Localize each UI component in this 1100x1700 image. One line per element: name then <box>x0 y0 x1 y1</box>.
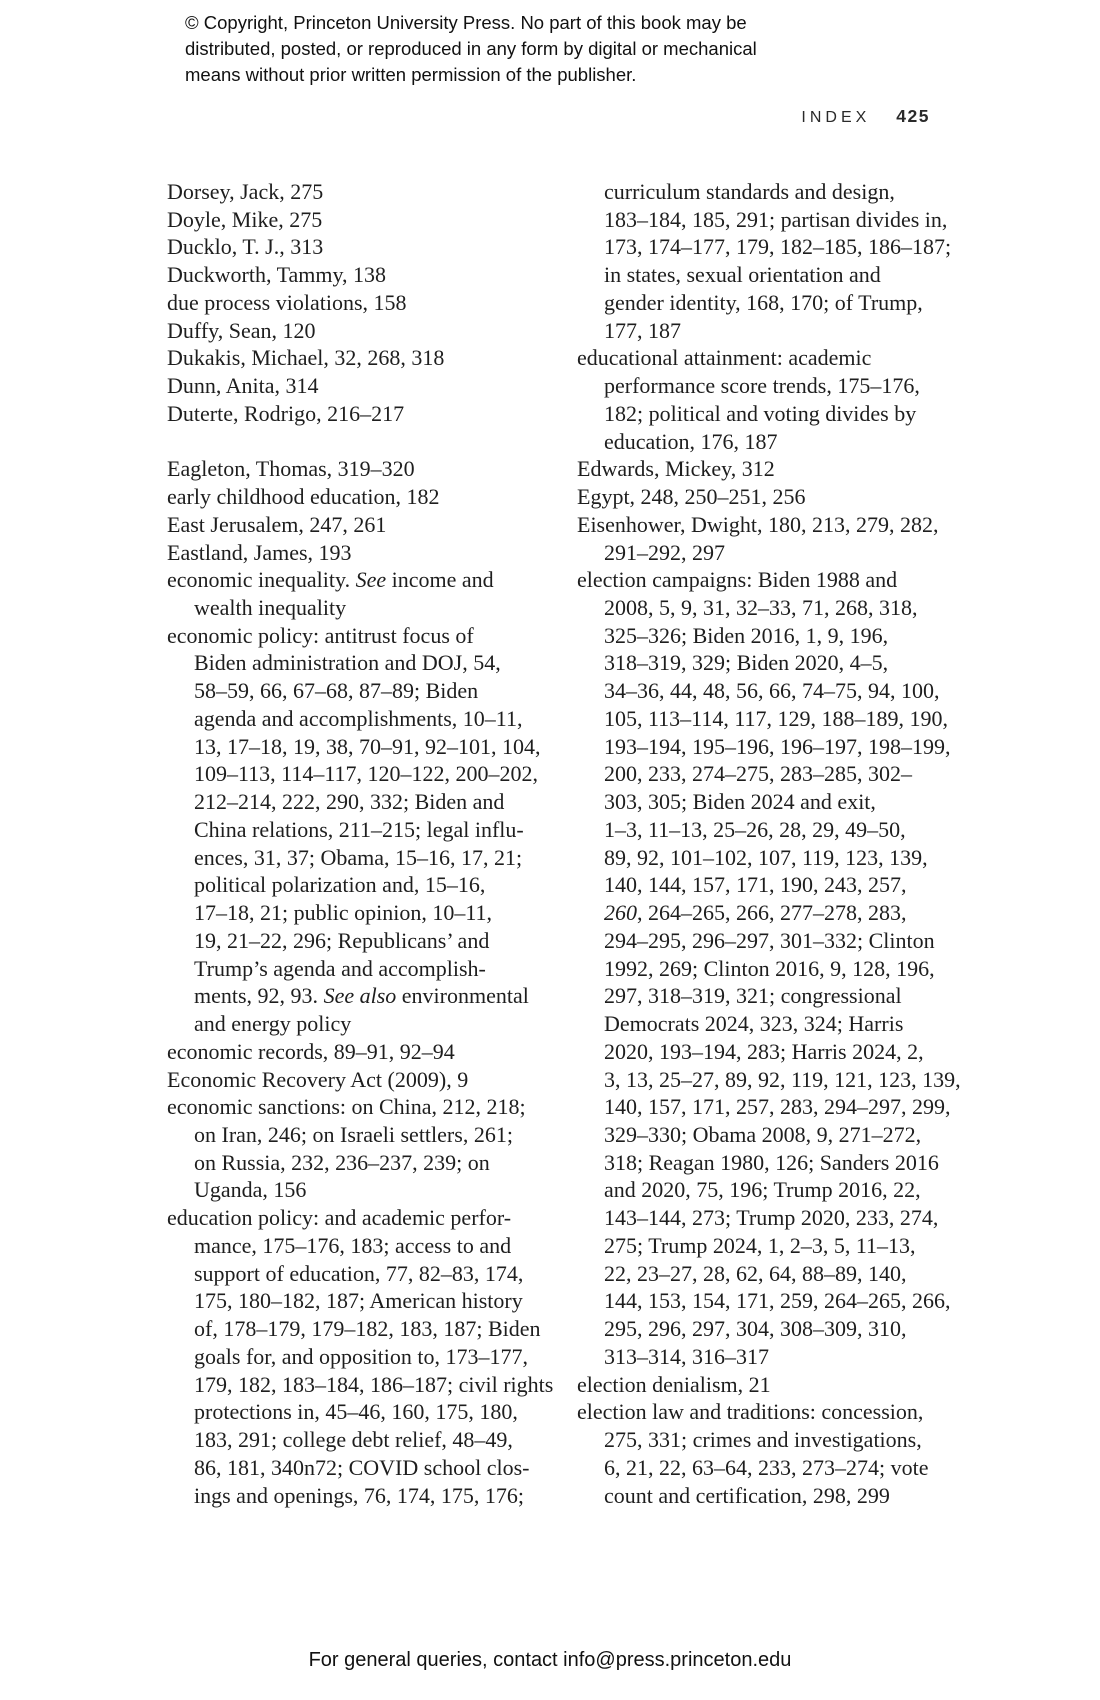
index-entry-line: Duterte, Rodrigo, 216–217 <box>167 400 405 426</box>
index-entry-line: ments, 92, 93. See also environmental <box>194 983 529 1009</box>
index-entry-line: political polarization and, 15–16, <box>194 872 486 898</box>
index-entry-line: 177, 187 <box>604 317 681 343</box>
index-entry-line: 193–194, 195–196, 196–197, 198–199, <box>604 733 951 759</box>
index-entry-line: ings and openings, 76, 174, 175, 176; <box>194 1482 524 1508</box>
index-entry-line: support of education, 77, 82–83, 174, <box>194 1260 524 1286</box>
index-entry-line: on Iran, 246; on Israeli settlers, 261; <box>194 1121 513 1147</box>
index-entry-line: education policy: and academic perfor- <box>167 1205 512 1231</box>
index-entry-line: 86, 181, 340n72; COVID school clos- <box>194 1454 530 1480</box>
index-entry-line: 143–144, 273; Trump 2020, 233, 274, <box>604 1205 939 1231</box>
index-entry-line: economic inequality. See income and <box>167 567 494 593</box>
index-entry-line: Eastland, James, 193 <box>167 539 352 565</box>
index-entry-line: economic sanctions: on China, 212, 218; <box>167 1094 526 1120</box>
page-number: 425 <box>896 106 930 126</box>
index-entry-line: 295, 296, 297, 304, 308–309, 310, <box>604 1316 907 1342</box>
index-entry-line: Eisenhower, Dwight, 180, 213, 279, 282, <box>577 511 939 537</box>
index-entry-line: gender identity, 168, 170; of Trump, <box>604 289 923 315</box>
index-entry-line: 183–184, 185, 291; partisan divides in, <box>604 206 948 232</box>
index-entry-line: 22, 23–27, 28, 62, 64, 88–89, 140, <box>604 1260 907 1286</box>
index-entry-line: 297, 318–319, 321; congressional <box>604 983 902 1009</box>
index-entry-line: 318–319, 329; Biden 2020, 4–5, <box>604 650 889 676</box>
index-entry-line: election campaigns: Biden 1988 and <box>577 567 898 593</box>
index-entry-line: 6, 21, 22, 63–64, 233, 273–274; vote <box>604 1454 929 1480</box>
index-entry-line: Edwards, Mickey, 312 <box>577 456 775 482</box>
index-entry-line: 275; Trump 2024, 1, 2–3, 5, 11–13, <box>604 1232 916 1258</box>
index-entry-line: ences, 31, 37; Obama, 15–16, 17, 21; <box>194 844 523 870</box>
index-entry-line: 34–36, 44, 48, 56, 66, 74–75, 94, 100, <box>604 678 940 704</box>
index-entry-line: educational attainment: academic <box>577 345 872 371</box>
index-entry-line: Ducklo, T. J., 313 <box>167 234 324 260</box>
index-entry-line: Duckworth, Tammy, 138 <box>167 262 387 288</box>
index-entry-line: Dukakis, Michael, 32, 268, 318 <box>167 345 445 371</box>
index-entry-line: 173, 174–177, 179, 182–185, 186–187; <box>604 234 952 260</box>
index-entry-line: education, 176, 187 <box>604 428 778 454</box>
index-entry-line: Doyle, Mike, 275 <box>167 206 323 232</box>
index-entry-line: 140, 144, 157, 171, 190, 243, 257, <box>604 872 907 898</box>
index-entry-line: Biden administration and DOJ, 54, <box>194 650 501 676</box>
index-entry-line: performance score trends, 175–176, <box>604 373 920 399</box>
index-entry-line: agenda and accomplishments, 10–11, <box>194 705 523 731</box>
index-entry-line: 17–18, 21; public opinion, 10–11, <box>194 900 493 926</box>
index-entry-line: 1–3, 11–13, 25–26, 28, 29, 49–50, <box>604 816 906 842</box>
index-entry-line: and 2020, 75, 196; Trump 2016, 22, <box>604 1177 921 1203</box>
index-entry-line: 329–330; Obama 2008, 9, 271–272, <box>604 1121 922 1147</box>
index-entry-line: Eagleton, Thomas, 319–320 <box>167 456 415 482</box>
index-entry-line: 140, 157, 171, 257, 283, 294–297, 299, <box>604 1094 951 1120</box>
index-entry-line: goals for, and opposition to, 173–177, <box>194 1343 528 1369</box>
index-entry-line: Trump’s agenda and accomplish- <box>194 955 486 981</box>
index-entry-line: curriculum standards and design, <box>604 179 895 204</box>
index-entry-line: in states, sexual orientation and <box>604 262 881 288</box>
index-entry-line: Dunn, Anita, 314 <box>167 373 319 399</box>
index-entry-line: 183, 291; college debt relief, 48–49, <box>194 1427 513 1453</box>
index-entry-line: Economic Recovery Act (2009), 9 <box>167 1066 469 1092</box>
page-header <box>801 106 930 127</box>
index-entry-line: 182; political and voting divides by <box>604 400 917 426</box>
index-entry-line: 291–292, 297 <box>604 539 725 565</box>
copyright-line: © Copyright, Princeton University Press. No part of this book may be <box>185 12 747 33</box>
index-entry-line: 303, 305; Biden 2024 and exit, <box>604 789 876 815</box>
index-entry-line: 2008, 5, 9, 31, 32–33, 71, 268, 318, <box>604 595 918 621</box>
copyright-line: means without prior written permission of the publisher. <box>185 64 637 85</box>
index-blank-line <box>167 428 553 456</box>
index-entry-line: on Russia, 232, 236–237, 239; on <box>194 1149 490 1175</box>
index-entry-line: 1992, 269; Clinton 2016, 9, 128, 196, <box>604 955 935 981</box>
copyright-line: distributed, posted, or reproduced in any form by digital or mechanical <box>185 38 757 59</box>
index-entry-line: 179, 182, 183–184, 186–187; civil rights <box>194 1371 554 1397</box>
index-entry-line: 294–295, 296–297, 301–332; Clinton <box>604 927 935 953</box>
index-entry-line: Dorsey, Jack, 275 <box>167 179 324 204</box>
index-entry-line: 109–113, 114–117, 120–122, 200–202, <box>194 761 539 787</box>
index-entry-line: Uganda, 156 <box>194 1177 307 1203</box>
index-right-column <box>577 178 961 1509</box>
index-entry-line: 200, 233, 274–275, 283–285, 302– <box>604 761 912 787</box>
index-entry-line: and energy policy <box>194 1011 352 1037</box>
index-entry-line: 260, 264–265, 266, 277–278, 283, <box>604 900 907 926</box>
index-entry-line: Egypt, 248, 250–251, 256 <box>577 484 806 510</box>
running-head-index-label: INDEX <box>801 109 871 126</box>
index-entry-line: 105, 113–114, 117, 129, 188–189, 190, <box>604 705 949 731</box>
index-left-column <box>167 178 553 1509</box>
index-entry-line: Democrats 2024, 323, 324; Harris <box>604 1011 904 1037</box>
index-entry-line: 144, 153, 154, 171, 259, 264–265, 266, <box>604 1288 951 1314</box>
index-entry-line: 3, 13, 25–27, 89, 92, 119, 121, 123, 139, <box>604 1066 961 1092</box>
index-entry-line: 58–59, 66, 67–68, 87–89; Biden <box>194 678 479 704</box>
index-entry-line: Duffy, Sean, 120 <box>167 317 316 343</box>
index-entry-line: mance, 175–176, 183; access to and <box>194 1232 512 1258</box>
index-entry-line: election law and traditions: concession, <box>577 1399 924 1425</box>
index-entry-line: wealth inequality <box>194 595 347 621</box>
index-entry-line: economic records, 89–91, 92–94 <box>167 1038 455 1064</box>
index-entry-line: 89, 92, 101–102, 107, 119, 123, 139, <box>604 844 928 870</box>
footer-contact-line: For general queries, contact info@press.princeton.edu <box>308 1649 792 1671</box>
index-entry-line: 19, 21–22, 296; Republicans’ and <box>194 927 490 953</box>
index-entry-line: 2020, 193–194, 283; Harris 2024, 2, <box>604 1038 924 1064</box>
index-entry-line: election denialism, 21 <box>577 1371 771 1397</box>
index-entry-line: economic policy: antitrust focus of <box>167 622 474 648</box>
index-entry-line: due process violations, 158 <box>167 289 407 315</box>
index-entry-line: count and certification, 298, 299 <box>604 1482 890 1508</box>
index-entry-line: 275, 331; crimes and investigations, <box>604 1427 922 1453</box>
index-entry-line: 313–314, 316–317 <box>604 1343 769 1369</box>
index-entry-line: East Jerusalem, 247, 261 <box>167 511 387 537</box>
index-entry-line: 325–326; Biden 2016, 1, 9, 196, <box>604 622 889 648</box>
index-entry-line: 175, 180–182, 187; American history <box>194 1288 523 1314</box>
index-entry-line: 13, 17–18, 19, 38, 70–91, 92–101, 104, <box>194 733 541 759</box>
index-entry-line: of, 178–179, 179–182, 183, 187; Biden <box>194 1316 541 1342</box>
index-entry-line: 212–214, 222, 290, 332; Biden and <box>194 789 505 815</box>
index-entry-line: protections in, 45–46, 160, 175, 180, <box>194 1399 518 1425</box>
index-entry-line: 318; Reagan 1980, 126; Sanders 2016 <box>604 1149 939 1175</box>
index-entry-line: China relations, 211–215; legal influ- <box>194 816 524 842</box>
copyright-notice <box>185 10 757 88</box>
index-entry-line: early childhood education, 182 <box>167 484 440 510</box>
